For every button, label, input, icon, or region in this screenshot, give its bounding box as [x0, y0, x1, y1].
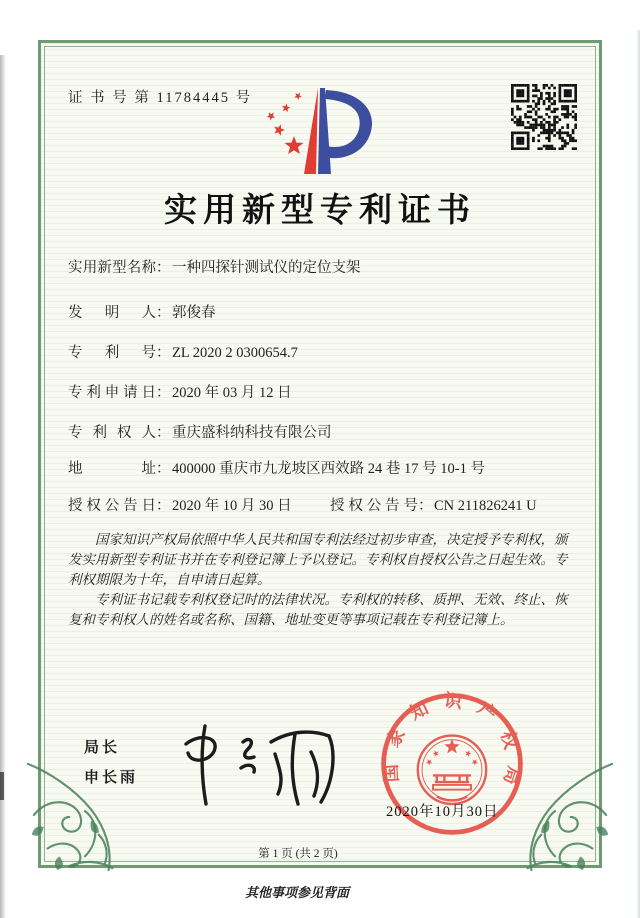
field-grant-number: [330, 494, 537, 515]
field-value: ZL 2020 2 0300654.7: [172, 345, 298, 361]
commissioner-name: 申长雨: [84, 769, 139, 786]
legal-text-block: [68, 530, 574, 630]
legal-paragraph-2: 专利证书记载专利权登记时的法律状况。专利权的转移、质押、无效、终止、恢复和专利权人的姓名或名称、国籍、地址变更等事项记载在专利登记簿上。: [68, 592, 568, 627]
field-value: 郭俊春: [172, 305, 216, 321]
field-colon: ：: [156, 385, 171, 401]
field-filing-date: [68, 381, 600, 402]
scan-edge-shadow: [636, 30, 640, 918]
page-number: 第 1 页 (共 2 页): [258, 848, 338, 860]
field-label: 地址: [68, 461, 156, 477]
handwritten-signature-icon: [172, 718, 340, 810]
field-value: 400000 重庆市九龙坡区西效路 24 巷 17 号 10-1 号: [172, 461, 485, 477]
field-value: CN 211826241 U: [434, 498, 537, 514]
field-colon: ：: [156, 345, 171, 361]
field-colon: ：: [156, 260, 171, 276]
field-label: 发明人: [68, 305, 156, 321]
field-patentee: [68, 421, 600, 442]
field-label: 专利申请日: [68, 385, 156, 401]
field-colon: ：: [156, 305, 171, 321]
qr-code-icon: [511, 84, 577, 150]
field-label: 专利权人: [68, 425, 156, 441]
seal-date: 2020年10月30日: [386, 804, 499, 820]
field-inventor: [68, 301, 600, 322]
field-label: 授权公告号: [330, 498, 418, 514]
field-value: 2020 年 03 月 12 日: [172, 385, 292, 401]
field-colon: ：: [156, 425, 171, 441]
field-label: 授权公告日: [68, 498, 156, 514]
back-side-note: 其他事项参见背面: [244, 885, 349, 900]
field-colon: ：: [156, 461, 171, 477]
cnipa-logo-icon: [252, 84, 384, 180]
field-colon: ：: [156, 498, 171, 514]
commissioner-title: 局长: [84, 739, 121, 756]
field-colon: ：: [418, 498, 433, 514]
scan-edge-mark: [0, 772, 4, 800]
field-value: 一种四探针测试仪的定位支架: [172, 260, 361, 276]
field-utility-model-name: [68, 256, 600, 277]
certificate-title: 实用新型专利证书: [164, 193, 476, 229]
field-address: [68, 457, 600, 478]
certificate-number: 证 书 号 第 11784445 号: [68, 90, 253, 106]
field-value: 2020 年 10 月 30 日: [172, 498, 292, 514]
legal-paragraph-1: 国家知识产权局依照中华人民共和国专利法经过初步审查，决定授予专利权，颁发实用新型专利证书并在专利登记簿上予以登记。专利权自授权公告之日起生效。专利权期限为十年，自申请日起算。: [68, 532, 568, 587]
field-value: 重庆盛科纳科技有限公司: [172, 425, 332, 441]
field-label: 专利号: [68, 345, 156, 361]
field-grant-date: [68, 494, 600, 515]
field-label: 实用新型名称: [68, 260, 156, 276]
seal-text: 国家知识产权局: [380, 689, 525, 801]
field-patent-number: [68, 341, 600, 362]
